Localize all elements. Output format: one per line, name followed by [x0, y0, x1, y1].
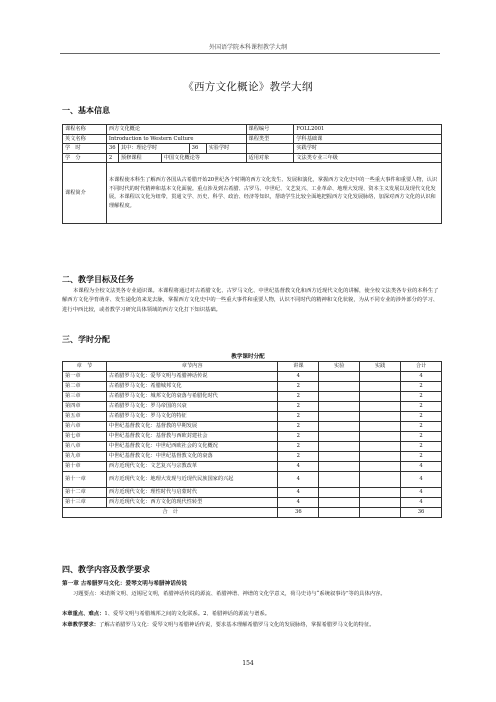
- chapter-cell: 第十一章: [63, 472, 107, 488]
- lab-cell: [319, 472, 360, 488]
- hours-table-caption: 教学课时分配: [231, 354, 265, 360]
- total-label: 合 计: [63, 508, 278, 518]
- section-heading-objectives: 二、教学目标及任务: [62, 275, 134, 284]
- course-name-label: 课程名称: [63, 125, 107, 135]
- chapter-1-key-points: 习题要点：米诺斯文明、迈锡尼文明，希腊神话传说的源流、希腊神谱、神谱的文化学意义，荷马史诗与“系统叙事诗”等的具体内容。: [73, 591, 386, 597]
- total-cell: 4: [401, 462, 442, 472]
- table-row: [63, 442, 442, 452]
- total-cell: 4: [401, 372, 442, 382]
- table-row: [63, 144, 442, 154]
- english-name-label: 英文名称: [63, 134, 107, 144]
- course-code-label: 课程编号: [246, 125, 294, 135]
- header-divider: [60, 53, 440, 54]
- table-row: [63, 462, 442, 472]
- practice-cell: [360, 402, 401, 412]
- practice-cell: [360, 412, 401, 422]
- table-row: [63, 432, 442, 442]
- practice-cell: [360, 488, 401, 498]
- lab-cell: [319, 462, 360, 472]
- practice-cell: [360, 508, 401, 518]
- content-cell: 古希腊罗马文化：罗马文化的特征: [106, 412, 277, 422]
- focus-label: 本章重点、难点：: [62, 611, 105, 617]
- chapter-cell: 第十章: [63, 462, 107, 472]
- lab-cell: [319, 508, 360, 518]
- table-row: [63, 402, 442, 412]
- credits-label: 学 分: [63, 153, 107, 163]
- lab-cell: [319, 432, 360, 442]
- chapter-cell: 第十三章: [63, 498, 107, 508]
- summary-value: 本课程使本科生了解西方各国从古希腊开始20世纪各个时期的西方文化发生、发展和演化，掌握西方文化史中的一些重大事件和重要人物，认识不同时代的时代精神和基本文化面貌。重点涉及到古希腊、古罗马、中世纪、文艺复兴、工业革命、地理大发现、资本主义发展以及现代文化发展。本课程以文化为纽带，贯通文学、历史、科学、政治、经济等知识，帮助学生比较全面地把握西方文化发展脉络，加深对西方文化的认识和理解程度。: [106, 163, 441, 224]
- theory-hours-label: 其中：理论学时: [118, 144, 189, 154]
- lecture-cell: 4: [278, 372, 319, 382]
- lecture-cell: 2: [278, 392, 319, 402]
- column-header: 实验: [319, 362, 360, 372]
- document-title: 《西方文化概论》教学大纲: [183, 81, 313, 93]
- lecture-cell: 2: [278, 402, 319, 412]
- lab-cell: [319, 452, 360, 462]
- chapter-cell: 第四章: [63, 402, 107, 412]
- chapter-1-requirements: [62, 621, 442, 630]
- course-name-value: 西方文化概论: [106, 125, 246, 135]
- focus-text: 1、爱琴文明与希腊城邦之间的文化联系。2、希腊神话的源流与谱系。: [104, 611, 271, 617]
- content-cell: 古希腊罗马文化：罗马帝国的兴衰: [106, 402, 277, 412]
- chapter-cell: 第一章: [63, 372, 107, 382]
- content-cell: 西方近现代文化：理性时代与启蒙时代: [106, 488, 277, 498]
- lab-cell: [319, 382, 360, 392]
- section-heading-content: 四、教学内容及教学要求: [62, 565, 150, 574]
- audience-label: 适用对象: [246, 153, 294, 163]
- table-row: [63, 125, 442, 135]
- lecture-cell: 2: [278, 412, 319, 422]
- lab-cell: [319, 442, 360, 452]
- table-row: [63, 153, 442, 163]
- table-row: [63, 392, 442, 402]
- objectives-paragraph: 本课程为全校文法类各专业通识课。本课程将通过对古希腊文化、古罗马文化、中世纪基督教文化和西方近现代文化的讲解，使全校文法类各专业的本科生了解西方文化孕育萌芽、发生递化的来龙去脉，掌握西方文化史中的一些重大事件和重要人物，认识不同时代的精神和文化状貌，为从不同专业的涉外部分的学习、进行中西比较，或者教学习研究具体领域的西方文化打下知识基础。: [62, 288, 439, 313]
- section-heading-hours: 三、学时分配: [62, 335, 110, 344]
- course-type-label: 课程类型: [246, 134, 294, 144]
- table-row: [63, 498, 442, 508]
- basic-info-table: [62, 124, 442, 224]
- total-cell: 2: [401, 402, 442, 412]
- lecture-cell: 2: [278, 442, 319, 452]
- lab-cell: [319, 372, 360, 382]
- column-header: 章节内容: [106, 362, 277, 372]
- column-header: 讲课: [278, 362, 319, 372]
- requirements-label: 本章教学要求：: [62, 622, 100, 628]
- chapter-1-title: 第一章 古希腊罗马文化：爱琴文明与希腊神话传说: [62, 581, 188, 587]
- practice-cell: [360, 422, 401, 432]
- table-row: [63, 488, 442, 498]
- total-cell: 2: [401, 442, 442, 452]
- lecture-cell: 2: [278, 382, 319, 392]
- lecture-cell: 4: [278, 472, 319, 488]
- chapter-1-focus: [62, 610, 442, 619]
- english-name-value: Introduction to Western Culture: [106, 134, 246, 144]
- audience-value: 文法类专业三年级: [294, 153, 442, 163]
- hours-table: [62, 361, 442, 518]
- content-cell: 中世纪基督教文化：中世纪西欧社会的文化概况: [106, 442, 277, 452]
- column-header: 实践: [360, 362, 401, 372]
- practice-cell: [360, 372, 401, 382]
- table-row: [63, 472, 442, 488]
- practice-cell: [360, 442, 401, 452]
- practice-cell: [360, 392, 401, 402]
- practice-cell: [360, 452, 401, 462]
- content-cell: 中世纪基督教文化：中世纪基督教文化的衰落: [106, 452, 277, 462]
- lab-hours-label: 实验学时: [206, 144, 246, 154]
- course-type-value: 学科基础课: [294, 134, 442, 144]
- total-cell: 2: [401, 392, 442, 402]
- hours-label: 学 时: [63, 144, 107, 154]
- table-row: [63, 382, 442, 392]
- practice-cell: [360, 472, 401, 488]
- lab-cell: [319, 392, 360, 402]
- total-lecture-value: 36: [278, 508, 319, 518]
- column-header: 合计: [401, 362, 442, 372]
- total-cell: 4: [401, 498, 442, 508]
- running-header: 外国语学院本科课程教学大纲: [208, 44, 287, 51]
- column-header: 章 节: [63, 362, 107, 372]
- lecture-cell: 2: [278, 432, 319, 442]
- table-row: [63, 452, 442, 462]
- course-code-value: FOLL2001: [294, 125, 442, 135]
- lab-cell: [319, 402, 360, 412]
- table-header-row: [63, 362, 442, 372]
- content-cell: 古希腊罗马文化：希腊城邦文化: [106, 382, 277, 392]
- table-row: [63, 372, 442, 382]
- table-row: [63, 422, 442, 432]
- summary-label: 课程简介: [63, 163, 107, 224]
- prereq-label: 预修课程: [118, 153, 161, 163]
- content-cell: 西方近现代文化：文艺复兴与宗教改革: [106, 462, 277, 472]
- lab-cell: [319, 488, 360, 498]
- chapter-cell: 第二章: [63, 382, 107, 392]
- lecture-cell: 2: [278, 452, 319, 462]
- lecture-cell: 2: [278, 422, 319, 432]
- content-cell: 古希腊罗马文化：爱琴文明与希腊神话传说: [106, 372, 277, 382]
- lab-cell: [319, 498, 360, 508]
- practice-cell: [360, 462, 401, 472]
- content-cell: 西方近现代文化：地理大发现与近现代民族国家的兴起: [106, 472, 277, 488]
- table-row: [63, 412, 442, 422]
- content-cell: 中世纪基督教文化：基督教的早期发展: [106, 422, 277, 432]
- content-cell: 古希腊罗马文化：城邦文化的衰落与希腊化时代: [106, 392, 277, 402]
- chapter-cell: 第八章: [63, 442, 107, 452]
- practice-cell: [360, 432, 401, 442]
- theory-hours-value: 36: [189, 144, 206, 154]
- table-total-row: [63, 508, 442, 518]
- practice-cell: [360, 498, 401, 508]
- chapter-cell: 第六章: [63, 422, 107, 432]
- lab-cell: [319, 412, 360, 422]
- content-cell: 西方近现代文化：西方文化的现代性转型: [106, 498, 277, 508]
- hours-value: 36: [106, 144, 118, 154]
- practice-hours-label: 实践学时: [294, 144, 442, 154]
- lab-hours-value: [246, 144, 294, 154]
- lecture-cell: 4: [278, 488, 319, 498]
- chapter-cell: 第三章: [63, 392, 107, 402]
- credits-value: 2: [106, 153, 118, 163]
- total-cell: 2: [401, 422, 442, 432]
- total-cell: 4: [401, 472, 442, 488]
- chapter-cell: 第十二章: [63, 488, 107, 498]
- content-cell: 中世纪基督教文化：基督教与西欧封建社会: [106, 432, 277, 442]
- lecture-cell: 4: [278, 462, 319, 472]
- requirements-text: 了解古希腊罗马文化：爱琴文明与希腊神话传说，要求基本理解希腊罗马文化的发展脉络，掌握希腊罗马文化的特征。: [99, 622, 375, 628]
- lecture-cell: 4: [278, 498, 319, 508]
- total-cell: 2: [401, 412, 442, 422]
- lab-cell: [319, 422, 360, 432]
- section-heading-basic-info: 一、基本信息: [62, 106, 110, 115]
- practice-cell: [360, 382, 401, 392]
- page-number: 154: [242, 660, 254, 667]
- chapter-cell: 第五章: [63, 412, 107, 422]
- prereq-value: 中国文化概论等: [161, 153, 246, 163]
- chapter-cell: 第九章: [63, 452, 107, 462]
- table-row: [63, 134, 442, 144]
- total-cell: 4: [401, 488, 442, 498]
- total-cell: 2: [401, 452, 442, 462]
- chapter-cell: 第七章: [63, 432, 107, 442]
- total-cell: 2: [401, 432, 442, 442]
- total-cell: 2: [401, 382, 442, 392]
- grand-total-value: 36: [401, 508, 442, 518]
- table-row: [63, 163, 442, 224]
